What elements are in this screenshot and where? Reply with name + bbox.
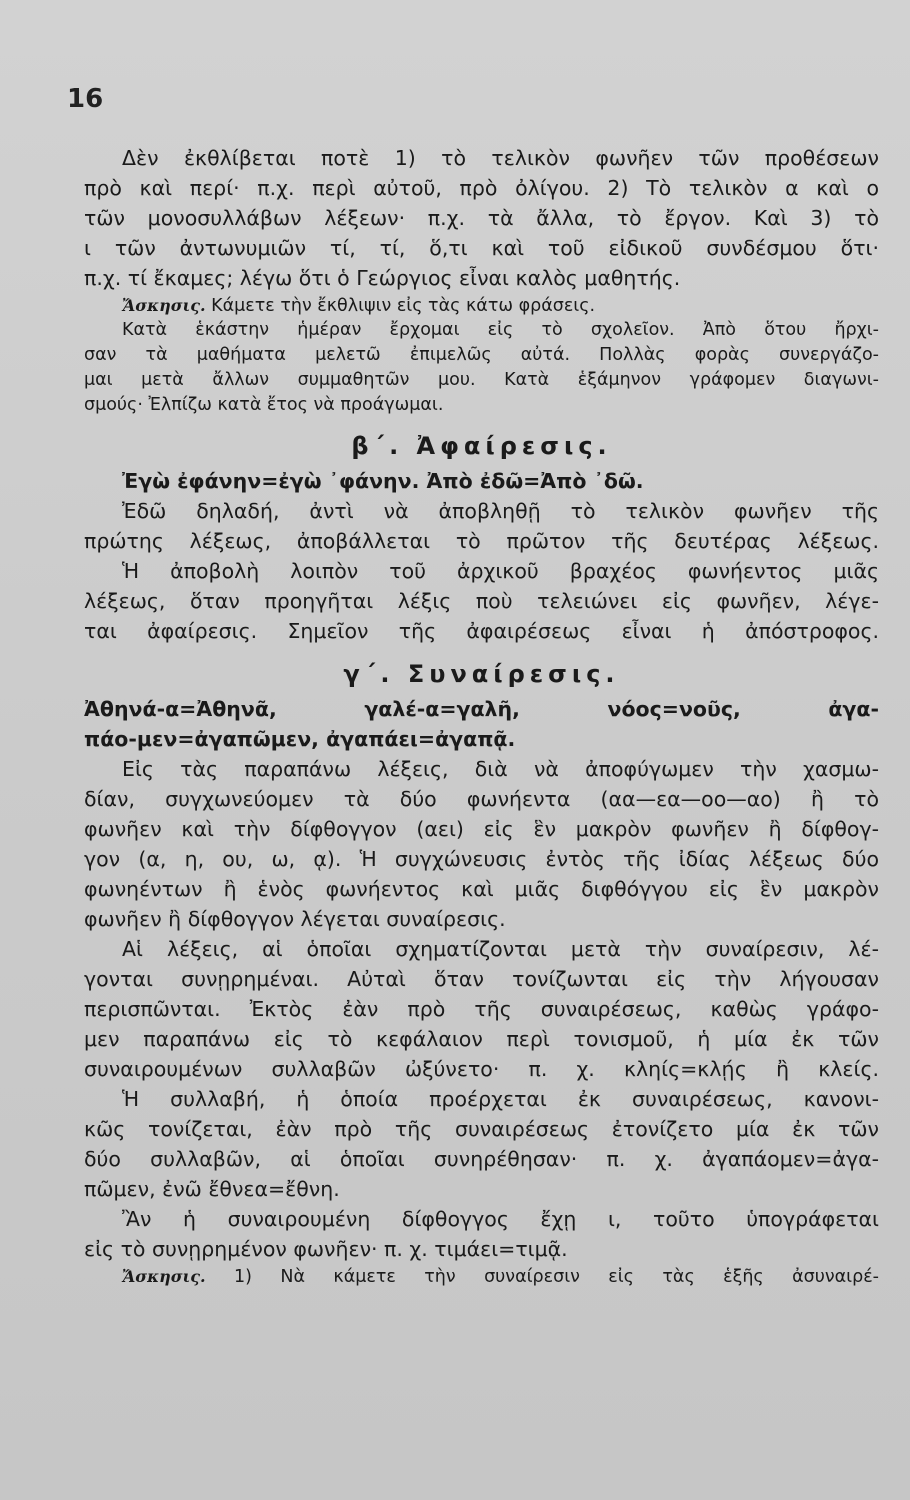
text-line (84, 526, 879, 556)
line-text: Ἐδῶ δηλαδή, ἀντὶ νὰ ἀποβληθῇ τὸ τελικὸν φωνῆεν τῆς (122, 499, 879, 523)
text-line (84, 616, 879, 646)
text-line (84, 1084, 879, 1114)
text-line (84, 934, 879, 964)
line-text: Εἰς τὰς παραπάνω λέξεις, διὰ νὰ ἀποφύγωμεν τὴν χασμω- (122, 757, 879, 781)
line-text: κῶς τονίζεται, ἐὰν πρὸ τῆς συναιρέσεως ἐτονίζετο μία ἐκ τῶν (84, 1117, 879, 1141)
text-line (84, 754, 879, 784)
line-text: πρώτης λέξεως, ἀποβάλλεται τὸ πρῶτον τῆς δευτέρας λέξεως. (84, 529, 879, 553)
text-line (84, 496, 879, 526)
text-line (84, 1024, 879, 1054)
line-text: πάο-μεν=ἀγαπῶμεν, ἀγαπάει=ἀγαπᾷ. (84, 727, 516, 751)
text-line (84, 556, 879, 586)
line-text: φωνῆεν ἢ δίφθογγον λέγεται συναίρεσις. (84, 907, 506, 931)
line-text: γ΄. Συναίρεσις. (343, 660, 620, 688)
text-line (84, 318, 879, 343)
line-text: Ἡ συλλαβή, ἡ ὁποία προέρχεται ἐκ συναιρέσεως, κανονι- (122, 1087, 879, 1111)
text-line (84, 904, 879, 934)
line-text: μεν παραπάνω εἰς τὸ κεφάλαιον περὶ τονισμοῦ, ἡ μία ἐκ τῶν (84, 1027, 879, 1051)
line-text: περισπῶνται. Ἐκτὸς ἐὰν πρὸ τῆς συναιρέσεως, καθὼς γράφο- (84, 997, 879, 1021)
line-text: λέξεως, ὅταν προηγῆται λέξις ποὺ τελειώνει εἰς φωνῆεν, λέγε- (84, 589, 879, 613)
line-text: μαι μετὰ ἄλλων συμμαθητῶν μου. Κατὰ ἑξάμηνον γράφομεν διαγωνι- (84, 370, 879, 390)
line-text: Ἡ ἀποβολὴ λοιπὸν τοῦ ἀρχικοῦ βραχέος φωνήεντος μιᾶς (122, 559, 879, 583)
line-text: γον (α, η, ου, ω, ᾳ). Ἡ συγχώνευσις ἐντὸς τῆς ἰδίας λέξεως δύο (84, 847, 879, 871)
line-text: εἰς τὸ συνῃρημένον φωνῆεν· π. χ. τιμάει=τιμᾷ. (84, 1237, 568, 1261)
text-line (84, 173, 879, 203)
line-text: τῶν μονοσυλλάβων λέξεων· π.χ. τὰ ἄλλα, τὸ ἔργον. Καὶ 3) τὸ (84, 206, 879, 230)
text-line (84, 233, 879, 263)
line-text: Αἱ λέξεις, αἱ ὁποῖαι σχηματίζονται μετὰ τὴν συναίρεσιν, λέ- (122, 937, 879, 961)
text-line (84, 844, 879, 874)
line-text: Ἀθηνά-α=Ἀθηνᾶ, γαλέ-α=γαλῆ, νόος=νοῦς, ἀγα- (84, 697, 879, 721)
line-text: φωνῆεν καὶ τὴν δίφθογγον (αει) εἰς ἓν μακρὸν φωνῆεν ἢ δίφθογ- (84, 817, 879, 841)
text-line (84, 466, 879, 496)
exercise-label: Ἄσκησις. (122, 296, 206, 315)
line-text: δύο συλλαβῶν, αἱ ὁποῖαι συνηρέθησαν· π. χ. ἀγαπάομεν=ἀγα- (84, 1147, 879, 1171)
text-line (84, 368, 879, 393)
text-line (84, 263, 879, 293)
line-text: ι τῶν ἀντωνυμιῶν τί, τί, ὅ,τι καὶ τοῦ εἰδικοῦ συνδέσμου ὅτι· (84, 236, 879, 260)
text-line (84, 694, 879, 724)
text-line (84, 784, 879, 814)
text-line (84, 1144, 879, 1174)
line-text: σμούς· Ἐλπίζω κατὰ ἔτος νὰ προάγωμαι. (84, 395, 444, 415)
text-line (84, 393, 879, 418)
text-line (84, 293, 879, 318)
text-line (84, 203, 879, 233)
line-text: Κατὰ ἑκάστην ἡμέραν ἔρχομαι εἰς τὸ σχολεῖον. Ἀπὸ ὅτου ἤρχι- (122, 320, 879, 340)
line-text: φωνηέντων ἢ ἑνὸς φωνήεντος καὶ μιᾶς διφθόγγου εἰς ἓν μακρὸν (84, 877, 879, 901)
page-body (84, 143, 879, 1289)
page-number: 16 (67, 84, 104, 114)
text-line (84, 874, 879, 904)
text-line (84, 586, 879, 616)
text-line (84, 1114, 879, 1144)
line-text: σαν τὰ μαθήματα μελετῶ ἐπιμελῶς αὐτά. Πολλὰς φορὰς συνεργάζο- (84, 345, 879, 365)
text-line (84, 343, 879, 368)
line-text: Δὲν ἐκθλίβεται ποτὲ 1) τὸ τελικὸν φωνῆεν τῶν προθέσεων (122, 146, 879, 170)
section-heading (84, 426, 879, 466)
text-line (84, 964, 879, 994)
text-line (84, 143, 879, 173)
line-text: Ἐγὼ ἐφάνην=ἐγὼ ᾿φάνην. Ἀπὸ ἐδῶ=Ἀπὸ ᾿δῶ. (122, 469, 644, 493)
text-line (84, 1264, 879, 1289)
line-text: π.χ. τί ἔκαμες; λέγω ὅτι ὁ Γεώργιος εἶναι καλὸς μαθητής. (84, 266, 681, 290)
text-line (84, 1234, 879, 1264)
line-text: β΄. Ἀφαίρεσις. (351, 432, 612, 460)
line-text: γονται συνῃρημέναι. Αὐταὶ ὅταν τονίζωνται εἰς τὴν λήγουσαν (84, 967, 879, 991)
exercise-label: Ἄσκησις. (122, 1267, 206, 1286)
line-text: ται ἀφαίρεσις. Σημεῖον τῆς ἀφαιρέσεως εἶναι ἡ ἀπόστροφος. (84, 619, 879, 643)
line-text: πῶμεν, ἐνῶ ἔθνεα=ἔθνη. (84, 1177, 340, 1201)
text-line (84, 1204, 879, 1234)
text-line (84, 724, 879, 754)
line-text: συναιρουμένων συλλαβῶν ὠξύνετο· π. χ. κληίς=κλῄς ἢ κλείς. (84, 1057, 879, 1081)
text-line (84, 1054, 879, 1084)
text-line (84, 1174, 879, 1204)
line-text: 1) Νὰ κάμετε τὴν συναίρεσιν εἰς τὰς ἑξῆς ἀσυναιρέ- (234, 1267, 879, 1287)
section-heading (84, 654, 879, 694)
line-text: Ἂν ἡ συναιρουμένη δίφθογγος ἔχῃ ι, τοῦτο ὑπογράφεται (122, 1207, 879, 1231)
line-text: πρὸ καὶ περί· π.χ. περὶ αὐτοῦ, πρὸ ὀλίγου. 2) Τὸ τελικὸν α καὶ ο (84, 176, 879, 200)
line-text: δίαν, συγχωνεύομεν τὰ δύο φωνήεντα (αα—εα—οο—αο) ἢ τὸ (84, 787, 879, 811)
text-line (84, 994, 879, 1024)
text-line (84, 814, 879, 844)
line-text: Κάμετε τὴν ἔκθλιψιν εἰς τὰς κάτω φράσεις. (211, 296, 596, 316)
